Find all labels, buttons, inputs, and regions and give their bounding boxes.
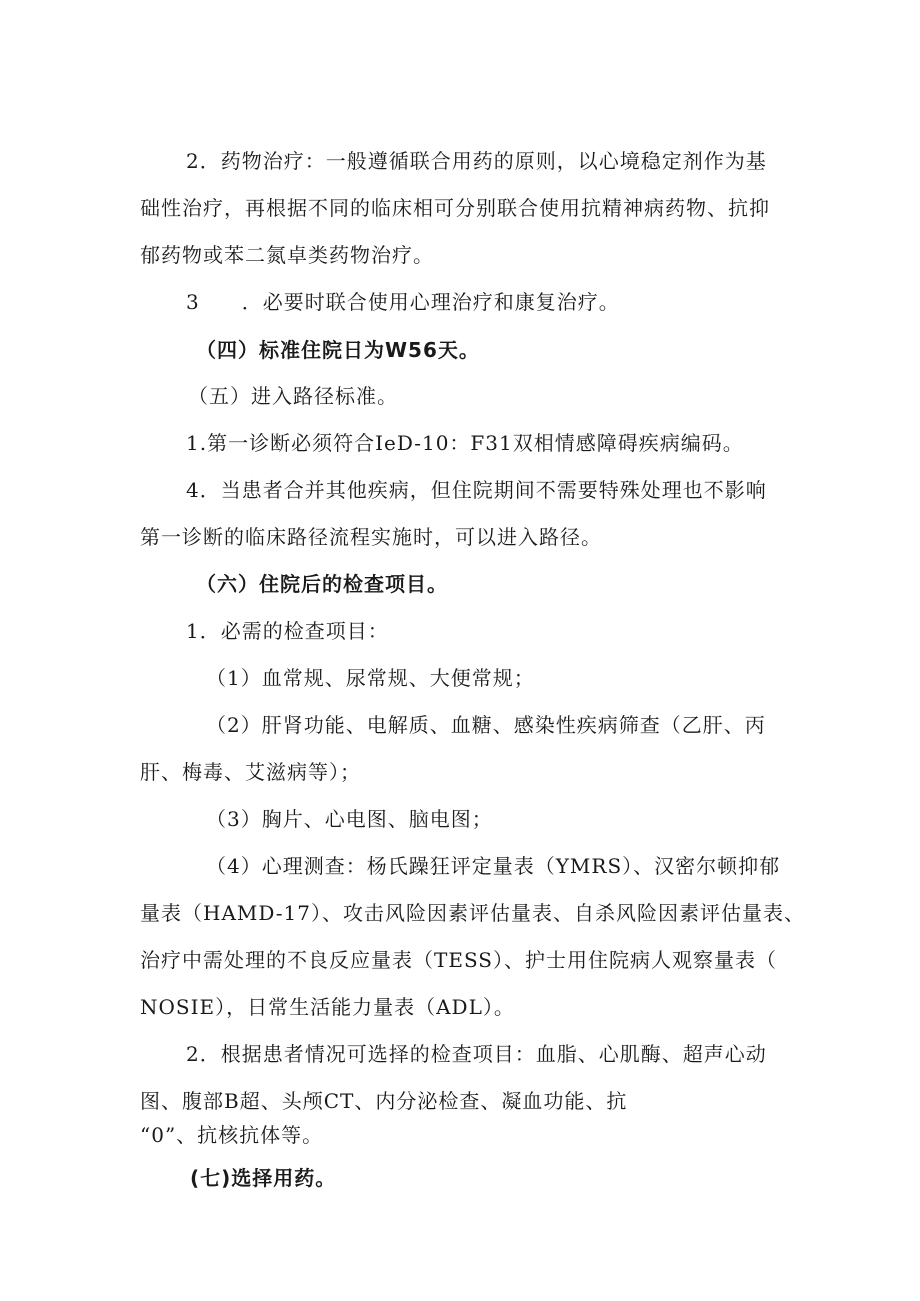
list-item-4-line-1: （4）心理测查：杨氏躁狂评定量表（YMRS）、汉密尔顿抑郁 [206,854,781,878]
paragraph-drug-therapy-line-3: 郁药物或苯二氮卓类药物治疗。 [140,243,434,267]
list-item-1: （1）血常规、尿常规、大便常规； [206,666,535,690]
list-item-2-line-1: （2）肝肾功能、电解质、血糖、感染性疾病筛查（乙肝、丙 [206,713,766,737]
paragraph-comorbidity-line-2: 第一诊断的临床路径流程实施时，可以进入路径。 [140,525,602,549]
section-heading-7: (七)选择用药。 [190,1166,337,1190]
section-heading-6: （六）住院后的检查项目。 [196,572,448,596]
paragraph-psychotherapy: 3 ．必要时联合使用心理治疗和康复治疗。 [186,290,620,314]
paragraph-optional-exams-line-1: 2．根据患者情况可选择的检查项目：血脂、心肌酶、超声心动 [186,1042,767,1066]
list-item-3: （3）胸片、心电图、脑电图； [206,807,493,831]
section-heading-5: （五）进入路径标准。 [188,384,398,408]
paragraph-drug-therapy-line-1: 2．药物治疗：一般遵循联合用药的原则，以心境稳定剂作为基 [186,149,767,173]
paragraph-optional-exams-line-3: “0”、抗核抗体等。 [140,1123,324,1147]
section-heading-4: （四）标准住院日为W56天。 [196,338,480,362]
paragraph-drug-therapy-line-2: 础性治疗，再根据不同的临床相可分别联合使用抗精神病药物、抗抑 [140,196,770,220]
list-item-4-line-3: 治疗中需处理的不良反应量表（TESS）、护士用住院病人观察量表（ [140,948,777,972]
paragraph-comorbidity-line-1: 4．当患者合并其他疾病，但住院期间不需要特殊处理也不影响 [186,478,767,502]
paragraph-first-diagnosis: 1.第一诊断必须符合IeD-10：F31双相情感障碍疾病编码。 [186,431,744,455]
paragraph-optional-exams-line-2: 图、腹部B超、头颅CT、内分泌检查、凝血功能、抗 [140,1089,628,1113]
list-item-2-line-2: 肝、梅毒、艾滋病等）； [140,760,361,784]
list-item-4-line-2: 量表（HAMD-17）、攻击风险因素评估量表、自杀风险因素评估量表、 [140,901,805,925]
paragraph-required-exams: 1．必需的检查项目： [186,619,389,643]
list-item-4-line-4: NOSIE），日常生活能力量表（ADL）。 [140,995,515,1019]
